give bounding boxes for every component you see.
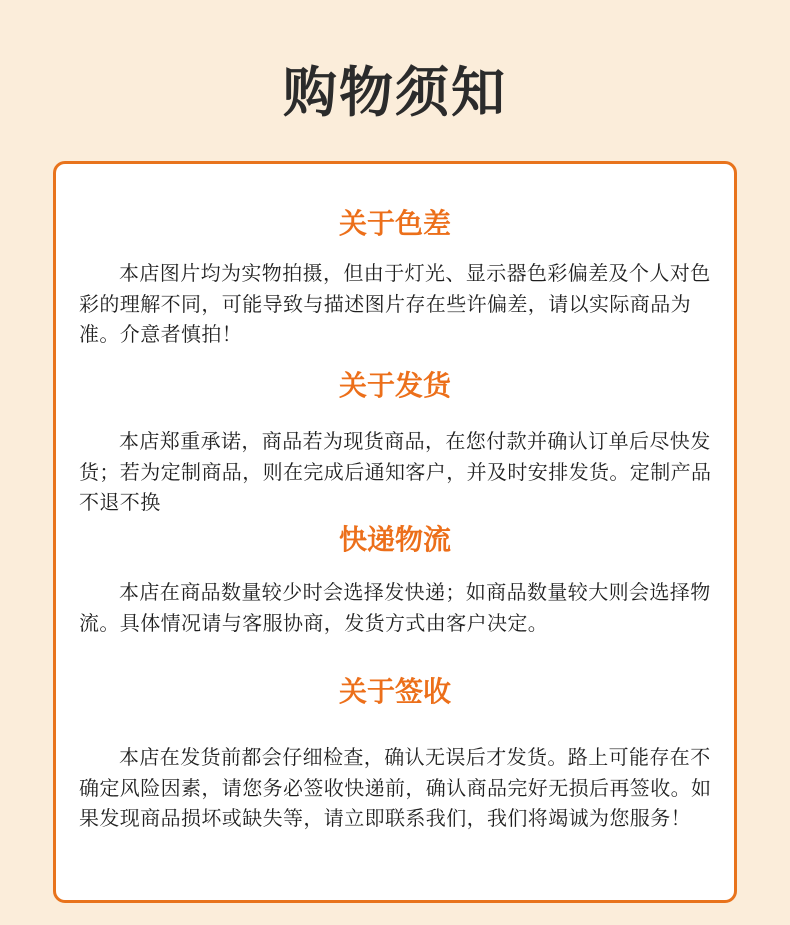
section-body-shipping: 本店郑重承诺，商品若为现货商品，在您付款并确认订单后尽快发货；若为定制商品，则在完成后通知客户，并及时安排发货。定制产品不退不换 <box>79 429 712 514</box>
notice-card <box>53 161 737 903</box>
page-title: 购物须知 <box>283 61 507 124</box>
section-body-logistics: 本店在商品数量较少时会选择发快递；如商品数量较大则会选择物流。具体情况请与客服协商，发货方式由客户决定。 <box>79 580 711 635</box>
section-heading-receipt: 关于签收 <box>338 675 451 708</box>
section-heading-color-difference: 关于色差 <box>338 207 451 240</box>
section-heading-logistics: 快递物流 <box>338 523 451 556</box>
section-body-color-difference: 本店图片均为实物拍摄，但由于灯光、显示器色彩偏差及个人对色彩的理解不同，可能导致与描述图片存在些许偏差，请以实际商品为准。介意者慎拍！ <box>79 261 711 346</box>
section-heading-shipping: 关于发货 <box>338 369 451 402</box>
section-body-receipt: 本店在发货前都会仔细检查，确认无误后才发货。路上可能存在不确定风险因素，请您务必签收快递前，确认商品完好无损后再签收。如果发现商品损坏或缺失等，请立即联系我们，我们将竭诚为您服务！ <box>79 745 712 830</box>
